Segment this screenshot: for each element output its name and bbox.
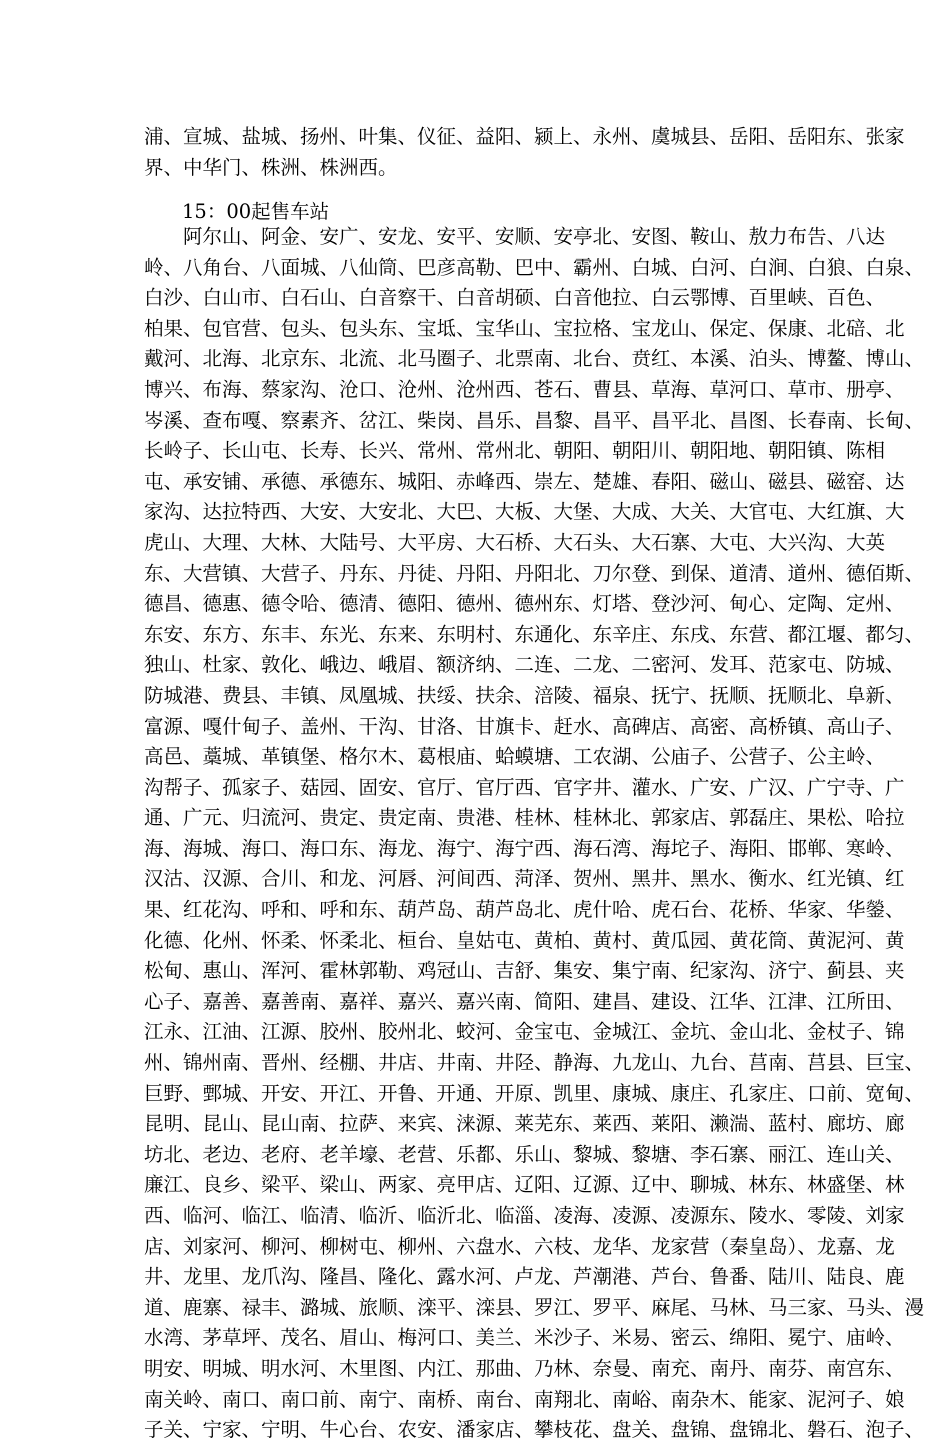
text-line: 水湾、茅草坪、茂名、眉山、梅河口、美兰、米沙子、米易、密云、绵阳、冕宁、庙岭、 [144,1326,905,1350]
text-line: 独山、杜家、敦化、峨边、峨眉、额济纳、二连、二龙、二密河、发耳、范家屯、防城、 [144,653,905,677]
text-line: 昆明、昆山、昆山南、拉萨、来宾、涞源、莱芜东、莱西、莱阳、濑湍、蓝村、廊坊、廊 [144,1112,905,1136]
text-line: 松甸、惠山、浑河、霍林郭勒、鸡冠山、吉舒、集安、集宁南、纪家沟、济宁、蓟县、夹 [144,959,905,983]
text-line: 长岭子、长山屯、长寿、长兴、常州、常州北、朝阳、朝阳川、朝阳地、朝阳镇、陈相 [144,439,886,463]
text-line: 道、鹿寨、禄丰、潞城、旅顺、滦平、滦县、罗江、罗平、麻尾、马林、马三家、马头、漫 [144,1295,925,1319]
text-line: 明安、明城、明水河、木里图、内江、那曲、乃林、奈曼、南充、南丹、南芬、南宫东、 [144,1356,905,1380]
text-line: 井、龙里、龙爪沟、隆昌、隆化、露水河、卢龙、芦潮港、芦台、鲁番、陆川、陆良、鹿 [144,1265,905,1289]
text-line: 心子、嘉善、嘉善南、嘉祥、嘉兴、嘉兴南、简阳、建昌、建设、江华、江津、江所田、 [144,989,905,1013]
text-line: 沟帮子、孤家子、菇园、固安、官厅、官厅西、官字井、灌水、广安、广汉、广宁寺、广 [144,775,905,799]
text-line: 岭、八角台、八面城、八仙筒、巴彦高勒、巴中、霸州、白城、白河、白涧、白狼、白泉、 [144,255,925,279]
text-line: 化德、化州、怀柔、怀柔北、桓台、皇姑屯、黄柏、黄村、黄瓜园、黄花筒、黄泥河、黄 [144,928,905,952]
text-line: 东、大营镇、大营子、丹东、丹徒、丹阳、丹阳北、刀尔登、到保、道清、道州、德佰斯、 [144,561,925,585]
text-line: 汉沽、汉源、合川、和龙、河唇、河间西、菏泽、贺州、黑井、黑水、衡水、红光镇、红 [144,867,905,891]
text-line: 界、中华门、株洲、株洲西。 [144,155,398,179]
text-line: 东安、东方、东丰、东光、东来、东明村、东通化、东辛庄、东戌、东营、都江堰、都匀、 [144,622,925,646]
continued-paragraph [144,122,905,183]
text-line: 虎山、大理、大林、大陆号、大平房、大石桥、大石头、大石寨、大屯、大兴沟、大英 [144,530,886,554]
text-line: 子关、宁家、宁明、牛心台、农安、潘家店、攀枝花、盘关、盘锦、盘锦北、磐石、泡子、 [144,1418,925,1442]
text-line: 富源、嘎什甸子、盖州、干沟、甘洛、甘旗卡、赶水、高碑店、高密、高桥镇、高山子、 [144,714,905,738]
text-line: 博兴、布海、蔡家沟、沧口、沧州、沧州西、苍石、曹县、草海、草河口、草市、册亭、 [144,377,905,401]
text-line: 高邑、藁城、革镇堡、格尔木、葛根庙、蛤蟆塘、工农湖、公庙子、公营子、公主岭、 [144,745,886,769]
text-line: 防城港、费县、丰镇、凤凰城、扶绥、扶余、涪陵、福泉、抚宁、抚顺、抚顺北、阜新、 [144,683,905,707]
text-line: 西、临河、临江、临清、临沂、临沂北、临淄、凌海、凌源、凌源东、陵水、零陵、刘家 [144,1204,905,1227]
text-line: 江永、江油、江源、胶州、胶州北、蛟河、金宝屯、金城江、金坑、金山北、金杖子、锦 [144,1020,905,1044]
text-line: 店、刘家河、柳河、柳树屯、柳州、六盘水、六枝、龙华、龙家营（秦皇岛）、龙嘉、龙 [144,1234,895,1258]
text-line: 州、锦州南、晋州、经棚、井店、井南、井陉、静海、九龙山、九台、莒南、莒县、巨宝、 [144,1051,925,1075]
text-line: 阿尔山、阿金、安广、安龙、安平、安顺、安亭北、安图、鞍山、敖力布告、八达 [144,225,886,248]
text-line: 南关岭、南口、南口前、南宁、南桥、南台、南翔北、南峪、南杂木、能家、泥河子、娘 [144,1387,905,1411]
text-line: 海、海城、海口、海口东、海龙、海宁、海宁西、海石湾、海坨子、海阳、邯郸、寒岭、 [144,836,905,860]
text-line: 通、广元、归流河、贵定、贵定南、贵港、桂林、桂林北、郭家店、郭磊庄、果松、哈拉 [144,806,905,830]
text-line: 廉江、良乡、梁平、梁山、两家、亮甲店、辽阳、辽源、辽中、聊城、林东、林盛堡、林 [144,1173,905,1197]
text-line: 戴河、北海、北京东、北流、北马圈子、北票南、北台、贲红、本溪、泊头、博鳌、博山、 [144,347,925,371]
text-line: 坊北、老边、老府、老羊壕、老营、乐都、乐山、黎城、黎塘、李石寨、丽江、连山关、 [144,1142,905,1166]
section-heading: 15：00起售车站 [182,200,330,223]
text-line: 家沟、达拉特西、大安、大安北、大巴、大板、大堡、大成、大关、大官屯、大红旗、大 [144,500,905,524]
text-line: 柏果、包官营、包头、包头东、宝坻、宝华山、宝拉格、宝龙山、保定、保康、北碚、北 [144,316,905,340]
station-list-paragraph [144,222,925,1446]
text-line: 巨野、鄄城、开安、开江、开鲁、开通、开原、凯里、康城、康庄、孔家庄、口前、宽甸、 [144,1081,925,1105]
text-line: 果、红花沟、呼和、呼和东、葫芦岛、葫芦岛北、虎什哈、虎石台、花桥、华家、华鎣、 [144,898,905,922]
text-line: 岑溪、查布嘎、察素齐、岔江、柴岗、昌乐、昌黎、昌平、昌平北、昌图、长春南、长甸、 [144,408,925,432]
text-line: 白沙、白山市、白石山、白音察干、白音胡硕、白音他拉、白云鄂博、百里峡、百色、 [144,286,886,310]
text-line: 屯、承安铺、承德、承德东、城阳、赤峰西、崇左、楚雄、春阳、磁山、磁县、磁窑、达 [144,469,905,493]
text-line: 浦、宣城、盐城、扬州、叶集、仪征、益阳、颍上、永州、虞城县、岳阳、岳阳东、张家 [144,125,905,148]
text-line: 德昌、德惠、德令哈、德清、德阳、德州、德州东、灯塔、登沙河、甸心、定陶、定州、 [144,592,905,616]
